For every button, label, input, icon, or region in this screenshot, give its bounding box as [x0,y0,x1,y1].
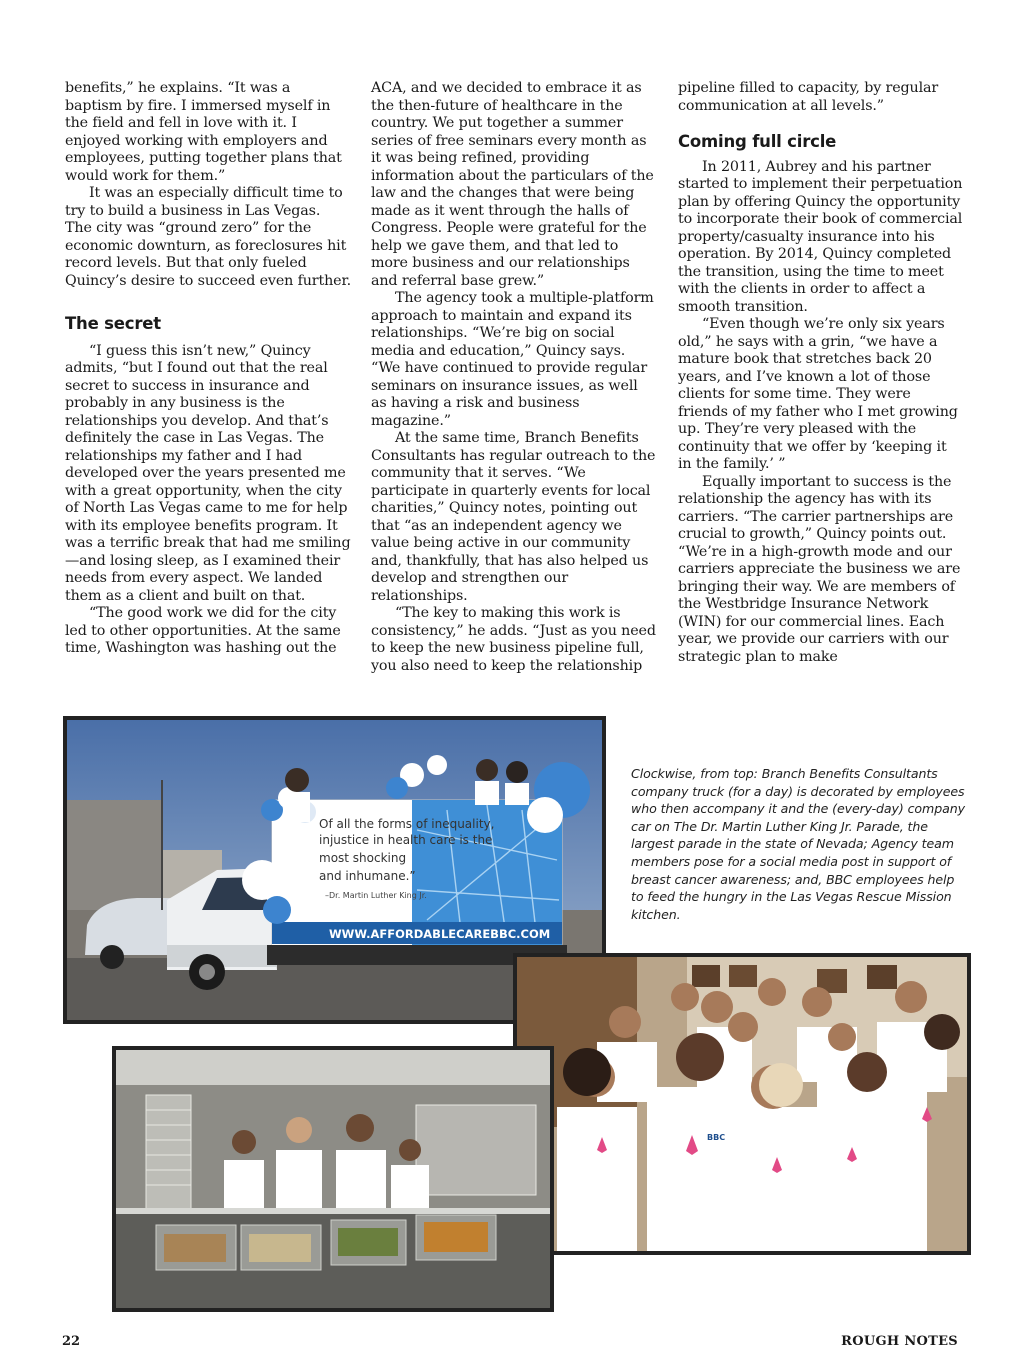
truck-url-text: WWW.AFFORDABLECAREBBC.COM [329,927,551,941]
paragraph: ACA, and we decided to embrace it as the then-future of healthcare in the country. We put together a summer series of free seminars every month as it was being refined, providing information about the particulars of the law and the changes that were being made as it went through the halls of Congress. People were grateful for the help we gave them, and that led to more business and our relationships and referral base grew.” [371,80,654,289]
paragraph: “I guess this isn’t new,” Quincy admits, “but I found out that the real secret to success in insurance and probably in any business is the relationships you develop. And that’s definitely the case in Las Vegas. The relationships my father and I had developed over the years presented me with a great opportunity, when the city of North Las Vegas came to me for help with its employee benefits program. It was a terrific break that had me smiling—and losing sleep, as I examined their needs from every aspect. We landed them as a client and built on that. [65,342,351,604]
banner-attribution: –Dr. Martin Luther King Jr. [325,891,427,900]
article-column-3 [678,80,964,666]
page-number: 22 [62,1334,81,1349]
banner-quote-line: injustice in health care is the [319,833,493,847]
paragraph: “The good work we did for the city led to other opportunities. At the same time, Washington was hashing out the [65,605,341,656]
shirt-logo-text: BBC [707,1133,726,1142]
paragraph: The agency took a multiple-platform approach to maintain and expand its relationships. “We’re big on social media and education,” Quincy says. “We have continued to provide regular seminars on insurance issues, as well as having a risk and business magazine.” [371,290,654,429]
section-heading-coming-full-circle: Coming full circle [678,132,837,151]
banner-quote-line: most shocking [319,851,407,865]
paragraph: “Even though we’re only six years old,” he says with a grin, “we have a mature book that stretches back 20 years, and I’ve known a lot of those clients for some time. They were friends of my father who I met growing up. They’re very pleased with the continuity that we offer by ‘keeping it in the family.’ ” [678,316,958,472]
paragraph: pipeline filled to capacity, by regular communication at all levels.” [678,80,939,114]
team-photo [513,953,971,1255]
paragraph: benefits,” he explains. “It was a baptism by fire. I immersed myself in the field and fell in love with it. I enjoyed working with employers and employees, putting together plans that would work for them.” [65,80,342,184]
paragraph: It was an especially difficult time to try to build a business in Las Vegas. The city was “ground zero” for the economic downturn, as foreclosures hit record levels. But that only fueled Quincy’s desire to succeed even further. [65,185,351,289]
paragraph: At the same time, Branch Benefits Consultants has regular outreach to the community that it serves. “We participate in quarterly events for local charities,” Quincy notes, pointing out that “as an independent agency we value being active in our community and, thankfully, that has also helped us develop and strengthen our relationships. [371,430,656,604]
article-column-1 [65,80,351,658]
magazine-name: ROUGH NOTES [841,1334,958,1349]
team-photo-illustration [517,957,967,1251]
paragraph: “The key to making this work is consistency,” he adds. “Just as you need to keep the new business pipeline full, you also need to keep the relationship [371,605,656,674]
photo-caption: Clockwise, from top: Branch Benefits Consultants company truck (for a day) is decorated by employees who then accompany it and the (every-day) company car on The Dr. Martin Luther King Jr. Parade, the largest parade in the state of Nevada; Agency team members pose for a social media post in support of breast cancer awareness; and, BBC employees help to feed the hungry in the Las Vegas Rescue Mission kitchen. [631,766,965,922]
paragraph: In 2011, Aubrey and his partner started to implement their perpetuation plan by offering Quincy the opportunity to incorporate their book of commercial property/casualty insurance into his operation. By 2014, Quincy completed the transition, using the time to meet with the clients in order to affect a smooth transition. [678,158,963,315]
paragraph: Equally important to success is the relationship the agency has with its carriers. “The carrier partnerships are crucial to growth,” Quincy points out. “We’re in a high-growth mode and our carriers appreciate the business we are bringing their way. We are members of the Westbridge Insurance Network (WIN) for our commercial lines. Each year, we provide our carriers with our strategic plan to make [678,473,961,665]
kitchen-illustration [116,1050,550,1308]
banner-quote-line: Of all the forms of inequality, [319,817,495,831]
section-heading-the-secret: The secret [65,314,161,333]
banner-quote-line: and inhumane.” [319,869,416,883]
kitchen-photo [112,1046,554,1312]
article-column-2 [371,80,657,675]
